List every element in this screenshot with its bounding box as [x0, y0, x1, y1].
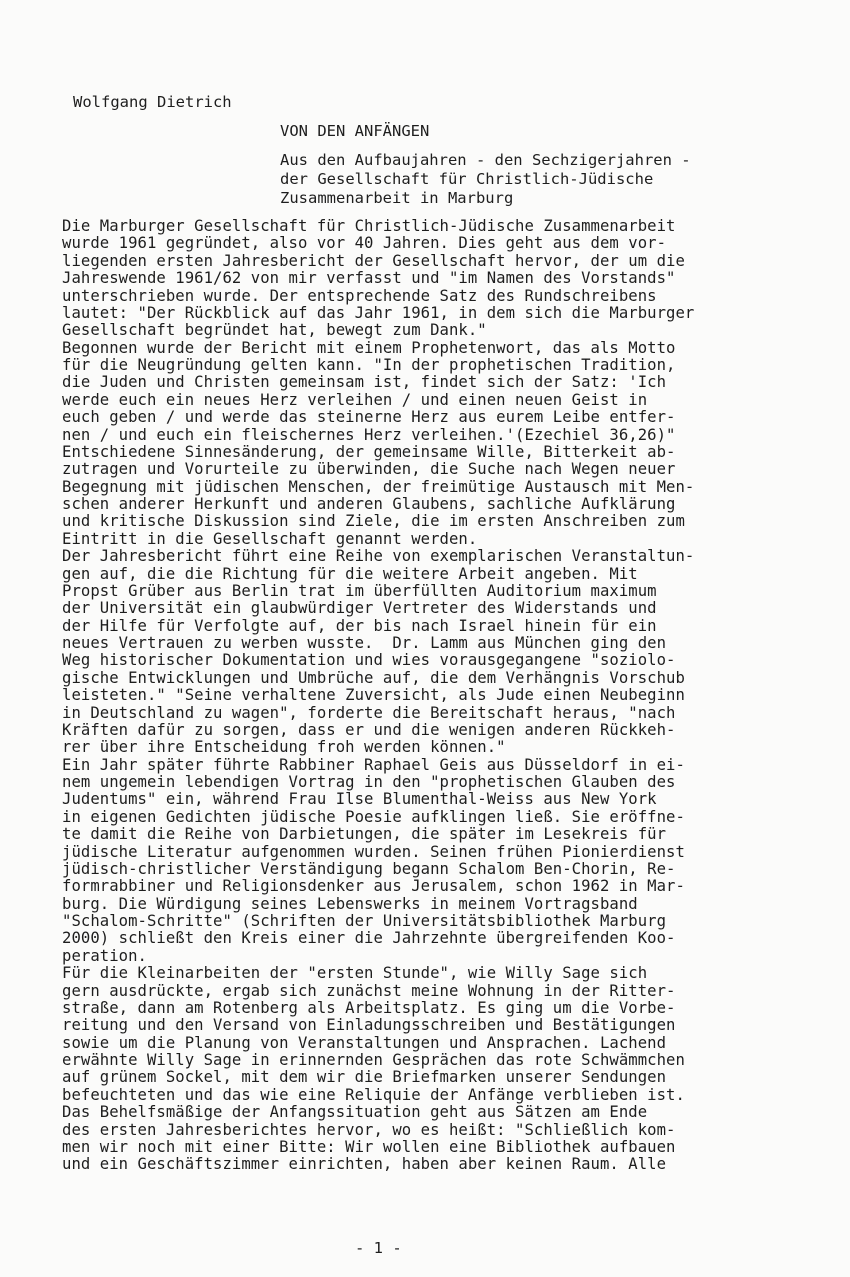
body-line: in Deutschland zu wagen", forderte die Bereitschaft heraus, "nach	[62, 703, 676, 722]
body-line: euch geben / und werde das steinerne Herz aus eurem Leibe entfer-	[62, 408, 676, 427]
body-line: schen anderer Herkunft und anderen Glaubens, sachliche Aufklärung	[62, 495, 676, 513]
body-line: und ein Geschäftszimmer einrichten, haben aber keinen Raum. Alle	[62, 1155, 667, 1174]
body-line: straße, dann am Rotenberg als Arbeitsplatz. Es ging um die Vorbe-	[62, 998, 676, 1017]
body-line: Gesellschaft begründet hat, bewegt zum Dank."	[62, 321, 487, 340]
body-line: te damit die Reihe von Darbietungen, die später im Lesekreis für	[62, 825, 667, 844]
body-line: befeuchteten und das wie eine Reliquie der Anfänge verblieben ist.	[62, 1085, 685, 1104]
body-line: Kräften dafür zu sorgen, dass er und die wenigen anderen Rückkeh-	[62, 720, 676, 739]
body-line: 2000) schließt den Kreis einer die Jahrzehnte übergreifenden Koo-	[62, 929, 676, 948]
document-subtitle	[280, 151, 691, 208]
body-line: Propst Grüber aus Berlin trat im überfüllten Auditorium maximum	[62, 581, 657, 600]
body-line: peration.	[62, 946, 147, 965]
body-line: jüdische Literatur aufgenommen wurden. Seinen frühen Pionierdienst	[62, 842, 685, 861]
body-line: Für die Kleinarbeiten der "ersten Stunde", wie Willy Sage sich	[62, 964, 648, 983]
body-line: neues Vertrauen zu werben wusste. Dr. Lamm aus München ging den	[62, 634, 667, 652]
page-number: - 1 -	[355, 1239, 402, 1257]
body-line: sowie um die Planung von Veranstaltungen und Ansprachen. Lachend	[62, 1033, 667, 1052]
subtitle-line: der Gesellschaft für Christlich-Jüdische	[280, 170, 654, 188]
body-line: des ersten Jahresberichtes hervor, wo es heißt: "Schließlich kom-	[62, 1120, 676, 1139]
author-name: Wolfgang Dietrich	[73, 93, 232, 111]
body-line: Das Behelfsmäßige der Anfangssituation geht aus Sätzen am Ende	[62, 1103, 648, 1122]
body-line: in eigenen Gedichten jüdische Poesie aufklingen ließ. Sie eröffne-	[62, 807, 685, 826]
body-line: gische Entwicklungen und Umbrüche auf, die dem Verhängnis Vorschub	[62, 668, 685, 687]
body-line: Eintritt in die Gesellschaft genannt werden.	[62, 529, 478, 548]
body-line: die Juden und Christen gemeinsam ist, findet sich der Satz: 'Ich	[62, 373, 667, 392]
body-line: Begonnen wurde der Bericht mit einem Prophetenwort, das als Motto	[62, 338, 676, 357]
body-line: auf grünem Sockel, mit dem wir die Briefmarken unserer Sendungen	[62, 1068, 667, 1087]
body-line: und kritische Diskussion sind Ziele, die im ersten Anschreiben zum	[62, 512, 685, 531]
body-line: werde euch ein neues Herz verleihen / und einen neuen Geist in	[62, 390, 648, 409]
body-line: liegenden ersten Jahresbericht der Gesellschaft hervor, der um die	[62, 251, 685, 270]
subtitle-line: Aus den Aufbaujahren - den Sechzigerjahren -	[280, 151, 691, 169]
body-line: Die Marburger Gesellschaft für Christlich-Jüdische Zusammenarbeit	[62, 217, 676, 235]
body-line: burg. Die Würdigung seines Lebenswerks in meinem Vortragsband	[62, 894, 638, 913]
body-line: für die Neugründung gelten kann. "In der prophetischen Tradition,	[62, 356, 676, 374]
body-line: reitung und den Versand von Einladungsschreiben und Bestätigungen	[62, 1016, 676, 1035]
document-title: VON DEN ANFÄNGEN	[280, 122, 430, 140]
body-text	[62, 218, 694, 1174]
body-line: der Hilfe für Verfolgte auf, der bis nach Israel hinein für ein	[62, 616, 657, 635]
body-line: Entschiedene Sinnesänderung, der gemeinsame Wille, Bitterkeit ab-	[62, 442, 676, 461]
body-line: rer über ihre Entscheidung froh werden können."	[62, 738, 506, 757]
body-line: nem ungemein lebendigen Vortrag in den "prophetischen Glauben des	[62, 773, 676, 791]
body-line: "Schalom-Schritte" (Schriften der Universitätsbibliothek Marburg	[62, 912, 667, 930]
subtitle-line: Zusammenarbeit in Marburg	[280, 189, 514, 207]
body-line: men wir noch mit einer Bitte: Wir wollen eine Bibliothek aufbauen	[62, 1137, 676, 1156]
body-line: gern ausdrückte, ergab sich zunächst meine Wohnung in der Ritter-	[62, 981, 676, 1000]
body-line: Der Jahresbericht führt eine Reihe von exemplarischen Veranstaltun-	[62, 547, 695, 566]
body-line: wurde 1961 gegründet, also vor 40 Jahren. Dies geht aus dem vor-	[62, 234, 667, 253]
body-line: nen / und euch ein fleischernes Herz verleihen.'(Ezechiel 36,26)"	[62, 425, 676, 444]
body-line: gen auf, die die Richtung für die weitere Arbeit angeben. Mit	[62, 564, 638, 583]
body-line: Judentums" ein, während Frau Ilse Blumenthal-Weiss aus New York	[62, 790, 657, 809]
body-line: Jahreswende 1961/62 von mir verfasst und "im Namen des Vorstands"	[62, 269, 676, 288]
body-line: leisteten." "Seine verhaltene Zuversicht, als Jude einen Neubeginn	[62, 686, 685, 705]
body-line: der Universität ein glaubwürdiger Vertreter des Widerstands und	[62, 599, 657, 618]
body-line: unterschrieben wurde. Der entsprechende Satz des Rundschreibens	[62, 286, 657, 305]
body-line: formrabbiner und Religionsdenker aus Jerusalem, schon 1962 in Mar-	[62, 877, 685, 896]
body-line: Begegnung mit jüdischen Menschen, der freimütige Austausch mit Men-	[62, 477, 695, 496]
body-line: zutragen und Vorurteile zu überwinden, die Suche nach Wegen neuer	[62, 460, 676, 479]
body-line: Ein Jahr später führte Rabbiner Raphael Geis aus Düsseldorf in ei-	[62, 755, 685, 774]
body-line: Weg historischer Dokumentation und wies vorausgegangene "soziolo-	[62, 651, 676, 670]
body-line: jüdisch-christlicher Verständigung begann Schalom Ben-Chorin, Re-	[62, 859, 676, 878]
body-line: erwähnte Willy Sage in erinnernden Gesprächen das rote Schwämmchen	[62, 1051, 685, 1069]
body-line: lautet: "Der Rückblick auf das Jahr 1961, in dem sich die Marburger	[62, 303, 695, 322]
